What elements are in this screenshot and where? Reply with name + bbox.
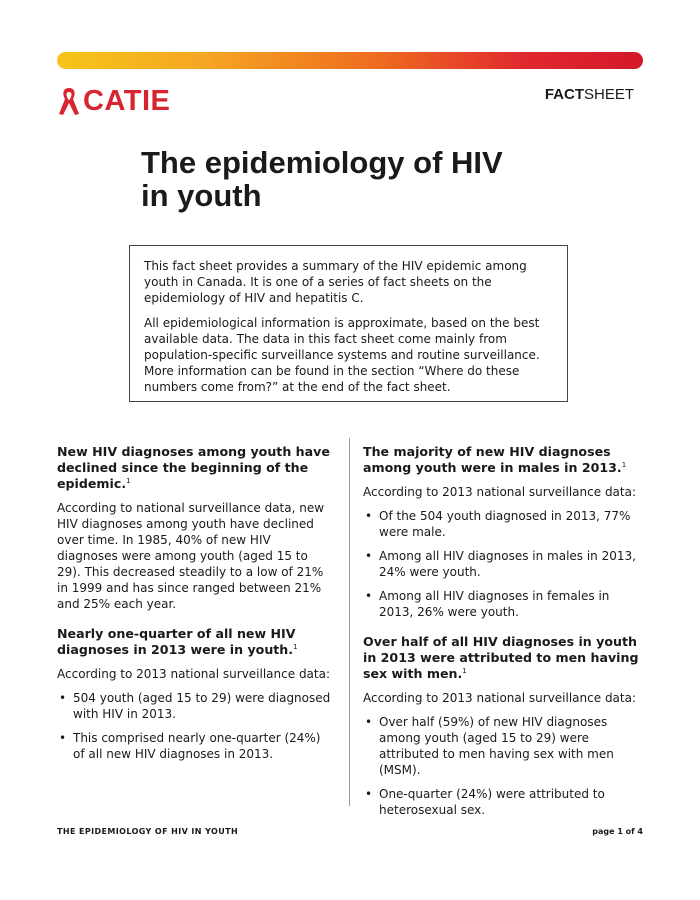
list-item: • Among all HIV diagnoses in females in 2013, 26% were youth. <box>363 588 639 620</box>
page-title-line1: The epidemiology of HIV <box>141 145 503 180</box>
list-item: • Among all HIV diagnoses in males in 2013, 24% were youth. <box>363 548 639 580</box>
list-item: • Of the 504 youth diagnosed in 2013, 77% were male. <box>363 508 639 540</box>
intro-paragraph-2: All epidemiological information is approximate, based on the best available data. The data in this fact sheet come mainly from population-specific surveillance systems and routine surveillance. More information can be found in the section “Where do these numbers come from?” at the end of the fact sheet. <box>144 316 540 394</box>
list-item: • Over half (59%) of new HIV diagnoses among youth (aged 15 to 29) were attributed to men having sex with men (MSM). <box>363 714 639 778</box>
section-intro-msm: According to 2013 national surveillance data: <box>363 691 637 705</box>
footnote-ref: 1 <box>126 476 131 485</box>
header-gradient-bar <box>57 52 643 69</box>
factsheet-label <box>545 86 634 103</box>
bullet-list-quarter <box>57 690 333 762</box>
section-heading-quarter <box>57 626 333 658</box>
section-heading-msm <box>363 634 639 682</box>
page-title-line2: in youth <box>141 178 262 213</box>
right-column <box>363 444 639 828</box>
list-item: • This comprised nearly one-quarter (24%) of all new HIV diagnoses in 2013. <box>57 730 333 762</box>
section-intro-males: According to 2013 national surveillance data: <box>363 485 637 499</box>
bullet-list-males <box>363 508 639 620</box>
footnote-ref: 1 <box>293 642 298 651</box>
column-divider <box>349 438 350 806</box>
left-column <box>57 444 333 772</box>
bullet-list-msm <box>363 714 639 818</box>
section-heading-males-text: The majority of new HIV diagnoses among youth were in males in 2013. <box>363 444 622 475</box>
section-heading-males <box>363 444 639 476</box>
page-number: page 1 of 4 <box>592 827 643 836</box>
factsheet-label-rest: SHEET <box>583 86 634 103</box>
section-intro-quarter: According to 2013 national surveillance data: <box>57 667 331 681</box>
intro-box <box>129 245 568 402</box>
footnote-ref: 1 <box>462 666 467 675</box>
footnote-ref: 1 <box>621 460 627 469</box>
factsheet-label-bold: FACT <box>544 86 584 103</box>
section-heading-msm-text: Over half of all HIV diagnoses in youth in 2013 were attributed to men having sex with men. <box>363 634 639 681</box>
section-heading-decline-text: New HIV diagnoses among youth have declined since the beginning of the epidemic. <box>57 444 330 491</box>
section-heading-decline <box>57 444 333 492</box>
red-ribbon-icon <box>58 85 80 117</box>
intro-paragraph-1: This fact sheet provides a summary of the HIV epidemic among youth in Canada. It is one of a series of fact sheets on the epidemiology of HIV and hepatitis C. <box>144 259 527 305</box>
section-body-decline: According to national surveillance data, new HIV diagnoses among youth have declined over time. In 1985, 40% of new HIV diagnoses were among youth (aged 15 to 29). This decreased steadily to a low of 21% in 1999 and has since ranged between 21% and 25% each year. <box>57 501 325 611</box>
section-heading-quarter-text: Nearly one-quarter of all new HIV diagnoses in 2013 were in youth. <box>57 626 296 657</box>
page-title <box>141 146 561 212</box>
logo-wordmark: CATIE <box>83 85 171 117</box>
footer-title: THE EPIDEMIOLOGY OF HIV IN YOUTH <box>57 827 239 836</box>
list-item: • One-quarter (24%) were attributed to heterosexual sex. <box>363 786 639 818</box>
list-item: • 504 youth (aged 15 to 29) were diagnosed with HIV in 2013. <box>57 690 333 722</box>
catie-logo[interactable] <box>58 84 170 118</box>
